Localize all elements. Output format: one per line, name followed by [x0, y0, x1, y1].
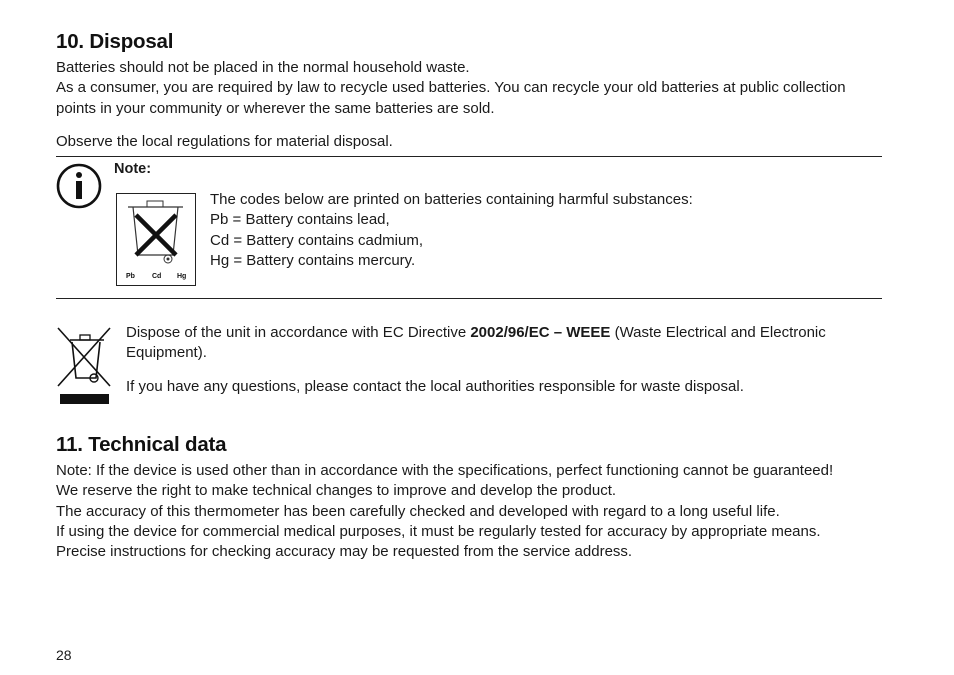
- info-icon: [56, 163, 102, 209]
- crossed-out-battery-bin-icon: [116, 193, 196, 286]
- disposal-line: Batteries should not be placed in the normal household waste.: [56, 59, 470, 76]
- technical-heading: 11. Technical data: [56, 433, 227, 456]
- weee-contact: If you have any questions, please contact the local authorities responsible for waste disposal.: [126, 378, 744, 395]
- note-intro: The codes below are printed on batteries containing harmful substances:: [210, 191, 693, 208]
- technical-line: We reserve the right to make technical changes to improve and develop the product.: [56, 482, 617, 500]
- crossed-out-wheelie-bin-icon: [56, 326, 112, 406]
- divider-top: [56, 156, 882, 157]
- note-code: Pb = Battery contains lead,: [210, 211, 390, 229]
- disposal-observe: Observe the local regulations for material disposal.: [56, 133, 393, 150]
- divider-bottom: [56, 298, 882, 299]
- technical-line: Precise instructions for checking accuracy may be requested from the service address.: [56, 543, 633, 561]
- note-body: [210, 190, 693, 271]
- disposal-line: points in your community or wherever the same batteries are sold.: [56, 99, 495, 117]
- weee-line-1: [126, 323, 826, 343]
- page-number: 28: [56, 647, 72, 663]
- weee-line-2: Equipment).: [126, 344, 207, 362]
- weee-directive: 2002/96/EC – WEEE: [470, 324, 611, 341]
- weee-text-before: Dispose of the unit in accordance with EC Directive: [126, 324, 471, 341]
- note-label: Note:: [114, 161, 152, 177]
- disposal-line: As a consumer, you are required by law to recycle used batteries. You can recycle your old batteries at public collection: [56, 79, 846, 97]
- technical-line: Note: If the device is used other than in accordance with the specifications, perfect functioning cannot be guaranteed!: [56, 462, 834, 479]
- battery-label-cd: Cd: [152, 273, 162, 280]
- weee-text-after: (Waste Electrical and Electronic: [610, 324, 826, 341]
- weee-body: [126, 323, 826, 364]
- note-code: Cd = Battery contains cadmium,: [210, 231, 424, 249]
- battery-label-hg: Hg: [177, 273, 187, 280]
- disposal-body: [56, 58, 846, 119]
- disposal-heading: 10. Disposal: [56, 30, 174, 53]
- technical-body: [56, 461, 833, 562]
- note-code: Hg = Battery contains mercury.: [210, 251, 416, 269]
- battery-label-pb: Pb: [126, 273, 135, 280]
- technical-line: The accuracy of this thermometer has been carefully checked and developed with regard to a long useful life.: [56, 502, 780, 520]
- technical-line: If using the device for commercial medical purposes, it must be regularly tested for accuracy by appropriate means.: [56, 522, 821, 540]
